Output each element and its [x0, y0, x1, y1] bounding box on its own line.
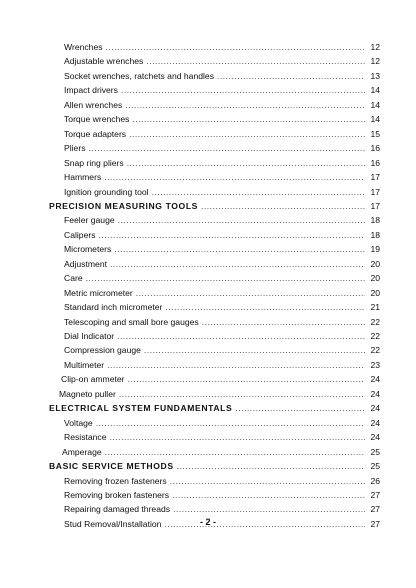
toc-entry [64, 156, 380, 170]
toc-entry [64, 242, 380, 256]
page-number: - 2 - [199, 517, 216, 527]
dot-leader [136, 286, 365, 300]
toc-entry [64, 228, 380, 242]
dot-leader [99, 228, 365, 242]
toc-entry-page: 12 [370, 56, 380, 67]
toc-entry-title: Pliers [64, 143, 86, 154]
toc-entry [64, 141, 380, 155]
toc-entry-page: 22 [370, 331, 380, 341]
dot-leader [107, 358, 365, 372]
toc-entry-title: Amperage [62, 446, 102, 457]
toc-entry-page: 24 [370, 432, 380, 443]
toc-entry-title: Standard inch micrometer [64, 302, 163, 313]
toc-entry [64, 170, 380, 184]
toc-entry-page: 20 [370, 287, 380, 298]
toc-entry-page: 25 [370, 446, 380, 457]
toc-entry-title: Wrenches [64, 42, 103, 52]
toc-entry-title: Hammers [64, 172, 102, 183]
toc-entry-page: 24 [370, 388, 380, 399]
toc-entry-title: Adjustment [64, 258, 107, 269]
dot-leader [118, 213, 365, 227]
toc-entry [64, 127, 380, 141]
toc-entry-title: Voltage [64, 417, 93, 428]
toc-entry-page: 17 [370, 186, 380, 197]
dot-leader [89, 141, 366, 155]
toc-entry-title: Adjustable wrenches [64, 56, 144, 67]
toc-entry-title: Impact drivers [64, 85, 118, 96]
toc-entry-title: Torque adapters [64, 128, 127, 139]
toc-entry-page: 19 [370, 244, 380, 255]
toc-entry-page: 16 [370, 157, 380, 168]
dot-leader [86, 271, 365, 285]
toc-section-entry [49, 199, 380, 213]
toc-entry [64, 257, 380, 271]
toc-entry [64, 474, 380, 488]
toc-entry-title: Socket wrenches, ratchets and handles [64, 70, 215, 81]
dot-leader [202, 315, 365, 329]
toc-entry [64, 112, 380, 126]
toc-entry [64, 69, 380, 83]
toc-entry [59, 387, 380, 401]
toc-entry-title: Clip-on ammeter [61, 374, 125, 385]
toc-entry-page: 18 [370, 229, 380, 240]
toc-entry-page: 20 [370, 258, 380, 269]
toc-entry-title: Telescoping and small bore gauges [64, 316, 199, 327]
toc-entry-title: Torque wrenches [64, 114, 130, 125]
toc-entry [64, 329, 380, 343]
dot-leader [177, 459, 365, 473]
toc-entry-page: 24 [370, 403, 380, 414]
toc-entry [64, 430, 380, 444]
toc-entry-title: Allen wrenches [64, 99, 123, 110]
dot-leader [152, 185, 365, 199]
toc-entry-title: PRECISION MEASURING TOOLS [49, 200, 199, 211]
toc-entry-page: 24 [370, 417, 380, 428]
toc-entry-title: Multimeter [64, 359, 105, 370]
toc-entry-page: 18 [370, 215, 380, 226]
toc-entry-title: Dial Indicator [64, 331, 115, 341]
toc-entry [64, 343, 380, 357]
toc-entry-page: 14 [370, 114, 380, 125]
toc-entry-title: Ignition grounding tool [64, 186, 149, 197]
toc-entry-title: Feeler gauge [64, 215, 115, 226]
toc-entry-title: Calipers [64, 229, 96, 240]
dot-leader [201, 199, 365, 213]
toc-entry-title: BASIC SERVICE METHODS [49, 461, 174, 472]
toc-entry-title: Care [64, 273, 83, 284]
toc-entry-title: Removing broken fasteners [64, 489, 170, 500]
toc-entry-page: 21 [370, 302, 380, 313]
dot-leader [121, 83, 365, 97]
dot-leader [128, 372, 365, 386]
toc-entry-page: 20 [370, 273, 380, 284]
dot-leader [173, 502, 365, 516]
dot-leader [129, 127, 365, 141]
toc-entry-page: 26 [370, 475, 380, 486]
toc-entry-page: 24 [370, 374, 380, 385]
toc-entry [64, 54, 380, 68]
toc-entry [64, 300, 380, 314]
toc-entry-page: 14 [370, 85, 380, 96]
toc-entry-title: Removing frozen fasteners [64, 475, 167, 486]
toc-entry-page: 17 [370, 172, 380, 183]
toc-entry-page: 15 [370, 128, 380, 139]
toc-entry [64, 213, 380, 227]
toc-entry [64, 271, 380, 285]
toc-entry [64, 488, 380, 502]
toc-entry [64, 315, 380, 329]
toc-entry-page: 16 [370, 143, 380, 154]
toc-entry-page: 22 [370, 345, 380, 356]
dot-leader [117, 329, 365, 343]
dot-leader [144, 343, 365, 357]
dot-leader [125, 98, 365, 112]
toc-entry-page: 27 [370, 489, 380, 500]
dot-leader [146, 54, 365, 68]
toc-entry-title: Compression gauge [64, 345, 141, 356]
dot-leader [110, 430, 365, 444]
toc-entry-title: Resistance [64, 432, 107, 443]
toc-entry-title: Snap ring pliers [64, 157, 124, 168]
toc-section-entry [49, 459, 380, 473]
dot-leader [217, 69, 365, 83]
toc-entry-page: 27 [370, 518, 380, 529]
toc-entry-title: Metric micrometer [64, 287, 133, 298]
toc-entry-title: Stud Removal/Installation [64, 518, 162, 529]
toc-entry [62, 445, 380, 459]
dot-leader [96, 416, 365, 430]
dot-leader [106, 40, 365, 54]
toc-entry-page: 23 [370, 359, 380, 370]
toc-entry-page: 13 [370, 70, 380, 81]
dot-leader [119, 387, 365, 401]
toc-entry-page: 27 [370, 504, 380, 515]
toc-entry-page: 14 [370, 99, 380, 110]
toc-entry [64, 185, 380, 199]
dot-leader [105, 445, 365, 459]
toc-entry-page: 17 [370, 200, 380, 211]
toc-entry-page: 22 [370, 316, 380, 327]
toc-entry-title: Repairing damaged threads [64, 504, 171, 515]
dot-leader [235, 401, 365, 415]
toc-entry [64, 83, 380, 97]
dot-leader [127, 156, 365, 170]
toc-entry [64, 286, 380, 300]
toc-entry [64, 416, 380, 430]
toc-entry [64, 40, 380, 54]
dot-leader [170, 474, 365, 488]
dot-leader [132, 112, 365, 126]
toc-entry [61, 372, 380, 386]
toc-entry [64, 358, 380, 372]
dot-leader [165, 300, 365, 314]
toc-section-entry [49, 401, 380, 415]
dot-leader [172, 488, 365, 502]
toc-entry [64, 502, 380, 516]
toc-entry-title: ELECTRICAL SYSTEM FUNDAMENTALS [49, 403, 233, 414]
toc-entry-title: Micrometers [64, 244, 112, 255]
toc-entry-title: Magneto puller [59, 388, 116, 399]
toc-entry-page: 25 [370, 461, 380, 472]
dot-leader [104, 170, 365, 184]
dot-leader [110, 257, 365, 271]
toc-entry [64, 98, 380, 112]
dot-leader [114, 242, 365, 256]
toc-entry-page: 12 [370, 42, 380, 52]
